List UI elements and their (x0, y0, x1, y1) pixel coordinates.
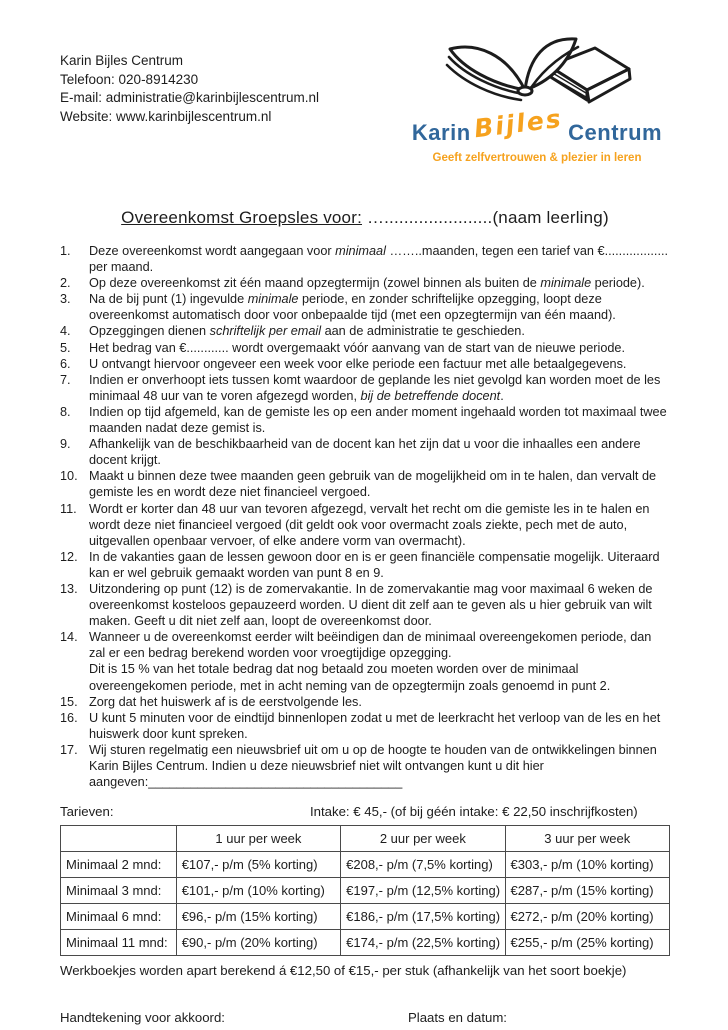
term-item (60, 340, 670, 356)
table-cell: €208,- p/m (7,5% korting) (341, 852, 505, 878)
term-item (60, 356, 670, 372)
title-blank: …......................(naam leerling) (362, 208, 609, 227)
term-text: Wanneer u de overeenkomst eerder wilt beëindigen dan de minimaal overeengekomen periode, dan zal er een bedrag berekend worden voor vroegtijdige opzegging. Dit is 15 % van het totale bedrag dat nog betaald zou moeten worden over de minimaal overeengekomen periode, met in acht neming van de opzegtermijn zoals genoemd in punt 2. (89, 630, 652, 693)
org-name: Karin Bijles Centrum (60, 53, 184, 68)
term-text: In de vakanties gaan de lessen gewoon door en is er geen financiële compensatie mogelijk. Uiteraard kan er wel gebruik gemaakt worden van punt 8 en 9. (89, 549, 660, 580)
email-line: E-mail: administratie@karinbijlescentrum.nl (60, 90, 320, 105)
table-cell: €174,- p/m (22,5% korting) (341, 930, 505, 956)
logo-bijles: Bijles (472, 103, 565, 144)
table-header-cell: 1 uur per week (176, 826, 340, 852)
workbooks-note: Werkboekjes worden apart berekend á €12,50 of €15,- per stuk (afhankelijk van het soort boekje) (60, 963, 627, 978)
term-item (60, 275, 670, 291)
term-item (60, 710, 670, 742)
logo-karin: Karin (411, 120, 471, 145)
term-text: U ontvangt hiervoor ongeveer een week voor elke periode een factuur met alle betaalgegevens. (89, 356, 627, 371)
term-text: Het bedrag van €............ wordt overgemaakt vóór aanvang van de start van de nieuwe periode. (89, 340, 626, 355)
term-number: 13. (60, 581, 78, 596)
signature-labels (60, 1010, 670, 1028)
term-number: 7. (60, 372, 71, 387)
term-item (60, 468, 670, 500)
table-cell: €287,- p/m (15% korting) (505, 878, 669, 904)
term-item (60, 501, 670, 549)
table-cell: €255,- p/m (25% korting) (505, 930, 669, 956)
term-item (60, 694, 670, 710)
term-item (60, 742, 670, 790)
term-text: Uitzondering op punt (12) is de zomervakantie. In de zomervakantie mag voor maximaal 6 weken de overeenkomst kosteloos gepauzeerd worden. U dient dit zelf aan te geven als u hier gebruik van wilt maken. Geeft u dit niet zelf aan, loopt de overeenkomst door. (89, 581, 653, 629)
term-text: Deze overeenkomst wordt aangegaan voor minimaal ……..maanden, tegen een tarief van €.................. per maand. (89, 244, 669, 275)
term-text: Afhankelijk van de beschikbaarheid van de docent kan het zijn dat u voor die inhaalles een andere docent krijgt. (89, 437, 641, 468)
table-cell: €101,- p/m (10% korting) (176, 878, 340, 904)
logo-centrum: Centrum (568, 120, 663, 145)
term-number: 11. (60, 501, 77, 516)
table-cell: €96,- p/m (15% korting) (176, 904, 340, 930)
term-item (60, 581, 670, 629)
term-item (60, 404, 670, 436)
term-text: Zorg dat het huiswerk af is de eerstvolgende les. (89, 694, 362, 709)
term-text: Opzeggingen dienen schriftelijk per email aan de administratie te geschieden. (89, 324, 525, 339)
letterhead (60, 52, 670, 182)
table-row (61, 930, 670, 956)
term-item (60, 372, 670, 404)
tarieven-table (60, 825, 670, 956)
table-cell: €272,- p/m (20% korting) (505, 904, 669, 930)
term-item (60, 291, 670, 323)
term-text: Wordt er korter dan 48 uur van tevoren afgezegd, vervalt het recht om die gemiste les in te halen en wordt deze niet financieel vergoed (dit geldt ook voor overmacht zoals ziekte, pech met de auto, uitgevallen openbaar vervoer, of elke andere vorm van overmacht). (89, 501, 650, 548)
term-item (60, 243, 670, 275)
term-text: Op deze overeenkomst zit één maand opzegtermijn (zowel binnen als buiten de minimale periode). (89, 276, 645, 291)
table-cell: Minimaal 6 mnd: (61, 904, 177, 930)
term-text: Na de bij punt (1) ingevulde minimale periode, en zonder schriftelijke opzegging, loopt deze overeenkomst automatisch door voor onbepaalde tijd (met een opzegtermijn van één maand). (89, 292, 616, 323)
term-number: 15. (60, 694, 78, 709)
term-item (60, 549, 670, 581)
signature-label-right: Plaats en datum: (408, 1010, 507, 1025)
tarieven-row (60, 804, 670, 822)
term-number: 17. (60, 742, 78, 757)
term-number: 14. (60, 630, 78, 645)
table-cell: €197,- p/m (12,5% korting) (341, 878, 505, 904)
term-text: U kunt 5 minuten voor de eindtijd binnenlopen zodat u met de leerkracht het verloop van de les en het huiswerk door kunt spreken. (89, 710, 661, 741)
table-cell: €186,- p/m (17,5% korting) (341, 904, 505, 930)
website-line: Website: www.karinbijlescentrum.nl (60, 108, 272, 124)
logo-wordmark (392, 103, 682, 151)
table-row (61, 878, 670, 904)
term-text: Indien op tijd afgemeld, kan de gemiste les op een ander moment ingehaald worden tot maximaal twee maanden nadat deze gemist is. (89, 404, 667, 436)
term-text: Maakt u binnen deze twee maanden geen gebruik van de mogelijkheid om in te halen, dan vervalt de gemiste les en wordt deze niet financieel vergoed. (89, 469, 657, 500)
term-item (60, 323, 670, 339)
table-header-cell: 3 uur per week (505, 826, 669, 852)
table-header-cell (61, 826, 177, 852)
table-row (61, 904, 670, 930)
table-cell: Minimaal 3 mnd: (61, 878, 177, 904)
term-number: 10. (60, 469, 78, 484)
title-underlined: Overeenkomst Groepsles voor: (121, 208, 363, 227)
term-number: 16. (60, 710, 78, 725)
page-title (60, 208, 670, 228)
signature-label-left: Handtekening voor akkoord: (60, 1010, 225, 1025)
term-number: 2. (60, 276, 71, 291)
term-text: Wij sturen regelmatig een nieuwsbrief uit om u op de hoogte te houden van de ontwikkelingen binnen Karin Bijles Centrum. Indien u deze nieuwsbrief niet wilt ontvangen kunt u dit hier aangeven:____________________________________ (89, 742, 657, 790)
table-cell: €303,- p/m (10% korting) (505, 852, 669, 878)
term-number: 9. (60, 437, 71, 452)
table-cell: Minimaal 2 mnd: (61, 852, 177, 878)
tarieven-label: Tarieven: (60, 804, 114, 819)
terms-list (60, 243, 670, 795)
table-header-cell: 2 uur per week (341, 826, 505, 852)
term-number: 12. (60, 549, 78, 564)
term-number: 4. (60, 324, 71, 339)
term-text: Indien er onverhoopt iets tussen komt waardoor de geplande les niet gevolgd kan worden moet de les minimaal 48 uur van te voren afgezegd worden, bij de betreffende docent. (89, 372, 661, 403)
table-cell: Minimaal 11 mnd: (61, 930, 177, 956)
term-number: 3. (60, 292, 71, 307)
intake-note: Intake: € 45,- (of bij géén intake: € 22,50 inschrijfkosten) (310, 804, 638, 819)
term-number: 1. (60, 244, 71, 258)
term-number: 8. (60, 404, 71, 419)
phone-line: Telefoon: 020-8914230 (60, 71, 199, 87)
term-number: 6. (60, 356, 71, 371)
table-cell: €107,- p/m (5% korting) (176, 852, 340, 878)
logo (392, 28, 682, 164)
table-cell: €90,- p/m (20% korting) (176, 930, 340, 956)
term-number: 5. (60, 340, 71, 355)
term-item (60, 436, 670, 468)
term-item (60, 629, 670, 693)
logo-tagline: Geeft zelfvertrouwen & plezier in leren (432, 152, 642, 164)
table-row (61, 852, 670, 878)
